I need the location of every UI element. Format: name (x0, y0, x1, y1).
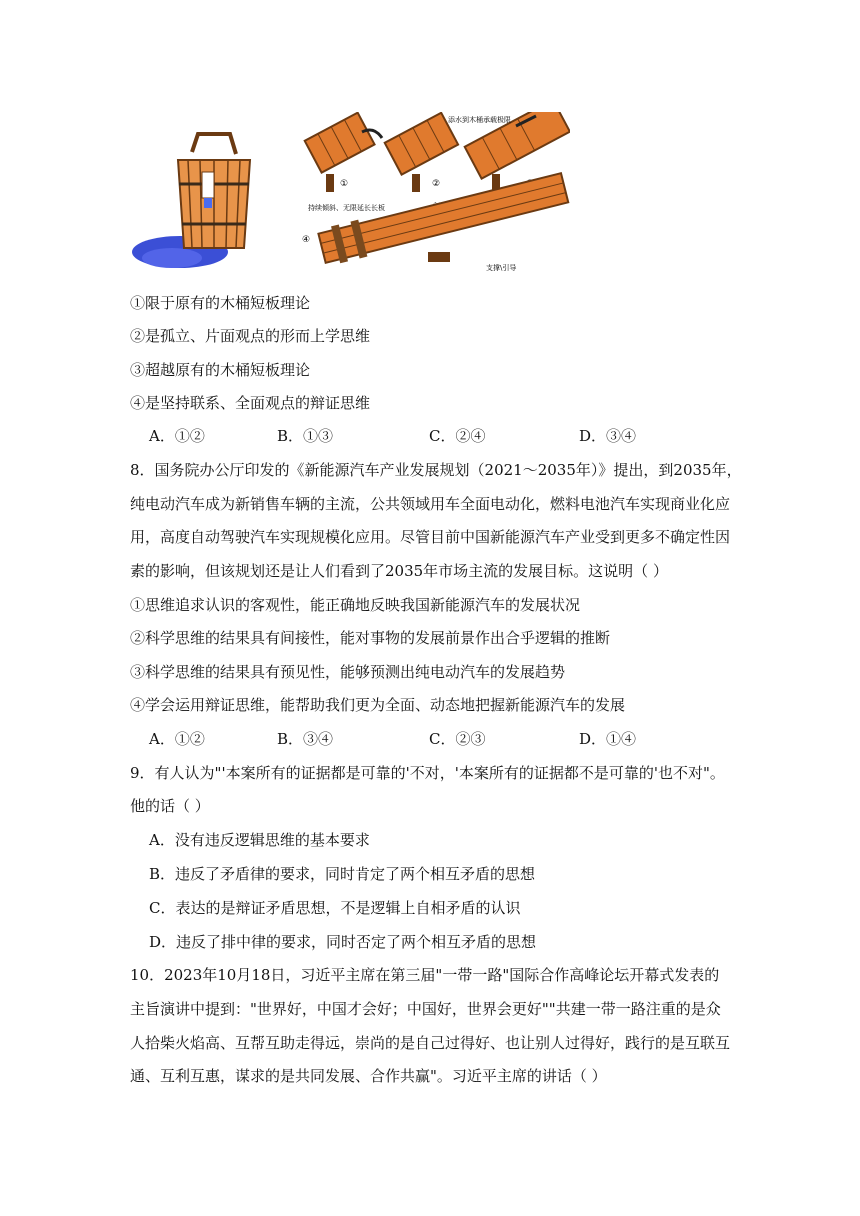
q8-choice-b[interactable]: B．③④ (277, 730, 334, 748)
q8-stem-line-1: 8．国务院办公厅印发的《新能源汽车产业发展规划（2021～2035年）》提出，到2035年， (130, 461, 742, 479)
extend-board-note: 持续倾斜、无限延长长板 (308, 204, 385, 212)
q8-choice-d[interactable]: D．①④ (579, 730, 637, 748)
q9-choice-d[interactable]: D．违反了排中律的要求，同时否定了两个相互矛盾的思想 (149, 933, 537, 951)
stage-1-label: ① (340, 179, 349, 189)
q8-stem-line-3: 用，高度自动驾驶汽车实现规模化应用。尽管目前中国新能源汽车产业受到更多不确定性因 (130, 528, 731, 546)
q7-choice-c[interactable]: C．②④ (429, 427, 486, 445)
q8-stem-line-2: 纯电动汽车成为新销售车辆的主流，公共领域用车全面电动化，燃料电池汽车实现商业化应 (130, 495, 731, 513)
q8-choice-c[interactable]: C．②③ (429, 730, 486, 748)
q8-choice-a[interactable]: A．①② (149, 730, 205, 748)
leaking-bucket-image (132, 134, 250, 268)
stage-2-label: ② (432, 179, 441, 189)
q9-choice-b[interactable]: B．违反了矛盾律的要求，同时肯定了两个相互矛盾的思想 (149, 865, 536, 883)
q10-stem-line-3: 人拾柴火焰高、互帮互助走得远，崇尚的是自己过得好、也让别人过得好，践行的是互联互 (130, 1034, 731, 1052)
q8-option-2: ②科学思维的结果具有间接性，能对事物的发展前景作出合乎逻辑的推断 (130, 629, 611, 647)
q10-stem-line-4: 通、互利互惠，谋求的是共同发展、合作共赢"。习近平主席的讲话（ ） (130, 1067, 607, 1085)
tilted-bucket-sequence-image (302, 112, 570, 272)
water-limit-note: 添水到木桶承载极限 (448, 116, 511, 124)
q7-option-2: ②是孤立、片面观点的形而上学思维 (130, 327, 371, 345)
q8-option-1: ①思维追求认识的客观性，能正确地反映我国新能源汽车的发展状况 (130, 596, 581, 614)
q7-choice-a[interactable]: A．①② (149, 427, 205, 445)
q10-stem-line-1: 10．2023年10月18日，习近平主席在第三届"一带一路"国际合作高峰论坛开幕式发表的 (130, 966, 720, 984)
q9-choice-a[interactable]: A．没有违反逻辑思维的基本要求 (149, 831, 370, 849)
q7-option-4: ④是坚持联系、全面观点的辩证思维 (130, 394, 371, 412)
q7-option-1: ①限于原有的木桶短板理论 (130, 294, 311, 312)
q7-choice-b[interactable]: B．①③ (277, 427, 334, 445)
q9-choice-c[interactable]: C．表达的是辩证矛盾思想，不是逻辑上自相矛盾的认识 (149, 899, 521, 917)
q9-stem-line-1: 9．有人认为"'本案所有的证据都是可靠的'不对，'本案所有的证据都不是可靠的'也不对"。 (130, 764, 725, 782)
support-guide-note: 支撑\引导 (486, 264, 517, 272)
q7-choice-d[interactable]: D．③④ (579, 427, 637, 445)
q8-option-4: ④学会运用辩证思维，能帮助我们更为全面、动态地把握新能源汽车的发展 (130, 696, 626, 714)
q10-stem-line-2: 主旨演讲中提到："世界好，中国才会好；中国好，世界会更好""共建一带一路注重的是众 (130, 1000, 721, 1018)
q9-stem-line-2: 他的话（ ） (130, 797, 210, 815)
q8-stem-line-4: 素的影响，但该规划还是让人们看到了2035年市场主流的发展目标。这说明（ ） (130, 562, 668, 580)
q8-option-3: ③科学思维的结果具有预见性，能够预测出纯电动汽车的发展趋势 (130, 663, 566, 681)
q7-option-3: ③超越原有的木桶短板理论 (130, 361, 311, 379)
bucket-illustrations (130, 112, 570, 277)
stage-4-label: ④ (302, 235, 311, 245)
